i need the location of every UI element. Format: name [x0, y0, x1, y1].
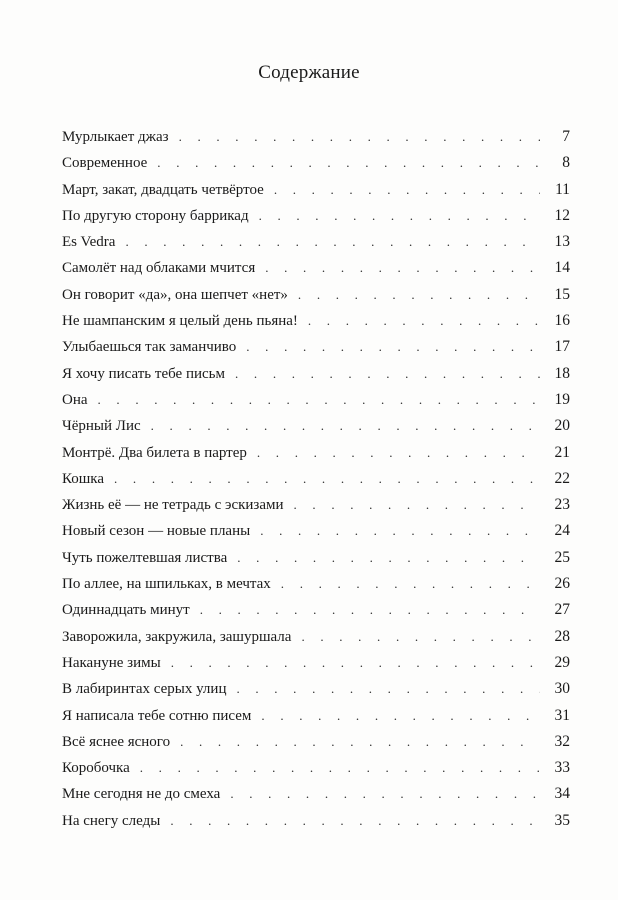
- dot-leader: [257, 440, 540, 466]
- toc-entry-page-number: 23: [554, 496, 570, 514]
- toc-entry-page-number: 20: [554, 417, 570, 435]
- dot-leader: [281, 571, 540, 597]
- toc-entry-title: По аллее, на шпильках, в мечтах: [62, 576, 271, 593]
- toc-entry: [62, 781, 570, 807]
- toc-entry: [62, 177, 570, 203]
- toc-entry: [62, 308, 570, 334]
- toc-entry-title: Мурлыкает джаз: [62, 129, 169, 145]
- toc-entry-title: Всё яснее ясного: [62, 733, 171, 750]
- dot-leader: [125, 229, 540, 255]
- toc-entry-page-number: 22: [554, 469, 570, 487]
- toc-entry-title: Накануне зимы: [62, 654, 161, 671]
- toc-entry: [62, 571, 570, 597]
- toc-entry-page-number: 21: [554, 443, 570, 461]
- toc-entry: [62, 413, 570, 439]
- toc-entry-page-number: 16: [554, 312, 570, 330]
- dot-leader: [151, 413, 540, 439]
- dot-leader: [200, 597, 540, 623]
- toc-entry-page-number: 29: [554, 653, 570, 671]
- toc-entry-title: Новый сезон — новые планы: [62, 523, 251, 540]
- dot-leader: [265, 255, 540, 281]
- toc-entry-title: Мне сегодня не до смеха: [62, 786, 221, 803]
- toc-entry: [62, 255, 570, 281]
- toc-entry: [62, 545, 570, 571]
- toc-entry-page-number: 18: [554, 364, 570, 382]
- toc-entry-page-number: 35: [554, 811, 570, 829]
- toc-entry-title: Es Vedra: [62, 234, 116, 251]
- toc-entry: [62, 150, 570, 176]
- toc-entry: [62, 203, 570, 229]
- toc-entry: [62, 703, 570, 729]
- toc-entry-title: Март, закат, двадцать четвёртое: [62, 181, 264, 198]
- toc-entry-title: Заворожила, закружила, зашуршала: [62, 628, 292, 645]
- toc-entry-title: Самолёт над облаками мчится: [62, 260, 256, 277]
- toc-entry: [62, 282, 570, 308]
- toc-entry-title: Кошка: [62, 470, 105, 487]
- toc-entry: [62, 729, 570, 755]
- toc-entry-page-number: 13: [554, 233, 570, 251]
- toc-entry-page-number: 31: [554, 706, 570, 724]
- dot-leader: [259, 203, 540, 229]
- toc-entry-title: Улыбаешься так заманчиво: [62, 339, 237, 356]
- toc-entry: [62, 650, 570, 676]
- toc-entry-title: Я написала тебе сотню писем: [62, 707, 252, 724]
- toc-entry: [62, 755, 570, 781]
- dot-leader: [170, 808, 540, 834]
- toc-entry-title: Он говорит «да», она шепчет «нет»: [62, 286, 288, 303]
- toc-entry-page-number: 7: [562, 128, 570, 145]
- toc-entry: [62, 387, 570, 413]
- dot-leader: [298, 282, 540, 308]
- dot-leader: [294, 492, 540, 518]
- dot-leader: [114, 466, 540, 492]
- toc-entry: [62, 492, 570, 518]
- toc-entry-page-number: 33: [554, 759, 570, 777]
- dot-leader: [274, 177, 540, 203]
- toc-entry-page-number: 8: [562, 154, 570, 172]
- dot-leader: [235, 361, 540, 387]
- toc-entry-page-number: 12: [554, 206, 570, 224]
- toc-entry: [62, 229, 570, 255]
- toc-entry-page-number: 34: [554, 785, 570, 803]
- toc-entry-title: Я хочу писать тебе письм: [62, 365, 226, 382]
- toc-entry-title: Чуть пожелтевшая листва: [62, 549, 228, 566]
- toc-entry: [62, 808, 570, 834]
- toc-entry-page-number: 32: [554, 732, 570, 750]
- toc-entry: [62, 334, 570, 360]
- dot-leader: [260, 518, 540, 544]
- toc-entry-title: Она: [62, 391, 88, 408]
- toc-entry: [62, 124, 570, 150]
- toc-entry-page-number: 28: [554, 627, 570, 645]
- dot-leader: [179, 124, 540, 150]
- toc-entry: [62, 624, 570, 650]
- page-title: Содержание: [258, 62, 360, 83]
- toc-entry-title: Жизнь её — не тетрадь с эскизами: [62, 497, 284, 514]
- toc-entry: [62, 676, 570, 702]
- toc-entry-page-number: 24: [554, 522, 570, 540]
- toc-entry-page-number: 11: [555, 180, 570, 198]
- toc-entry-title: Современное: [62, 155, 148, 172]
- toc-entry-page-number: 14: [554, 259, 570, 277]
- toc-entry: [62, 518, 570, 544]
- dot-leader: [261, 703, 540, 729]
- toc-entry-title: Коробочка: [62, 760, 130, 777]
- toc-entry: [62, 466, 570, 492]
- toc-entry-page-number: 15: [554, 285, 570, 303]
- toc-entry-page-number: 26: [554, 575, 570, 593]
- toc-entry-title: По другую сторону баррикад: [62, 207, 249, 224]
- toc-entry-page-number: 30: [554, 680, 570, 698]
- table-of-contents: [62, 124, 570, 834]
- toc-entry-title: В лабиринтах серых улиц: [62, 681, 227, 698]
- toc-entry-page-number: 19: [554, 390, 570, 408]
- dot-leader: [301, 624, 540, 650]
- toc-entry: [62, 597, 570, 623]
- dot-leader: [140, 755, 540, 781]
- toc-entry-title: Монтрё. Два билета в партер: [62, 444, 247, 461]
- dot-leader: [308, 308, 540, 334]
- toc-entry-title: Чёрный Лис: [62, 418, 141, 435]
- toc-entry-title: На снегу следы: [62, 812, 161, 829]
- toc-entry-page-number: 27: [554, 601, 570, 619]
- toc-entry-title: Не шампанским я целый день пьяна!: [62, 313, 298, 330]
- toc-entry-title: Одиннадцать минут: [62, 602, 190, 619]
- dot-leader: [180, 729, 540, 755]
- dot-leader: [171, 650, 540, 676]
- dot-leader: [230, 781, 540, 807]
- toc-entry: [62, 361, 570, 387]
- dot-leader: [246, 334, 540, 360]
- toc-entry-page-number: 25: [554, 548, 570, 566]
- dot-leader: [157, 150, 540, 176]
- dot-leader: [236, 676, 540, 702]
- dot-leader: [98, 387, 540, 413]
- dot-leader: [237, 545, 540, 571]
- toc-entry-page-number: 17: [554, 338, 570, 356]
- toc-entry: [62, 440, 570, 466]
